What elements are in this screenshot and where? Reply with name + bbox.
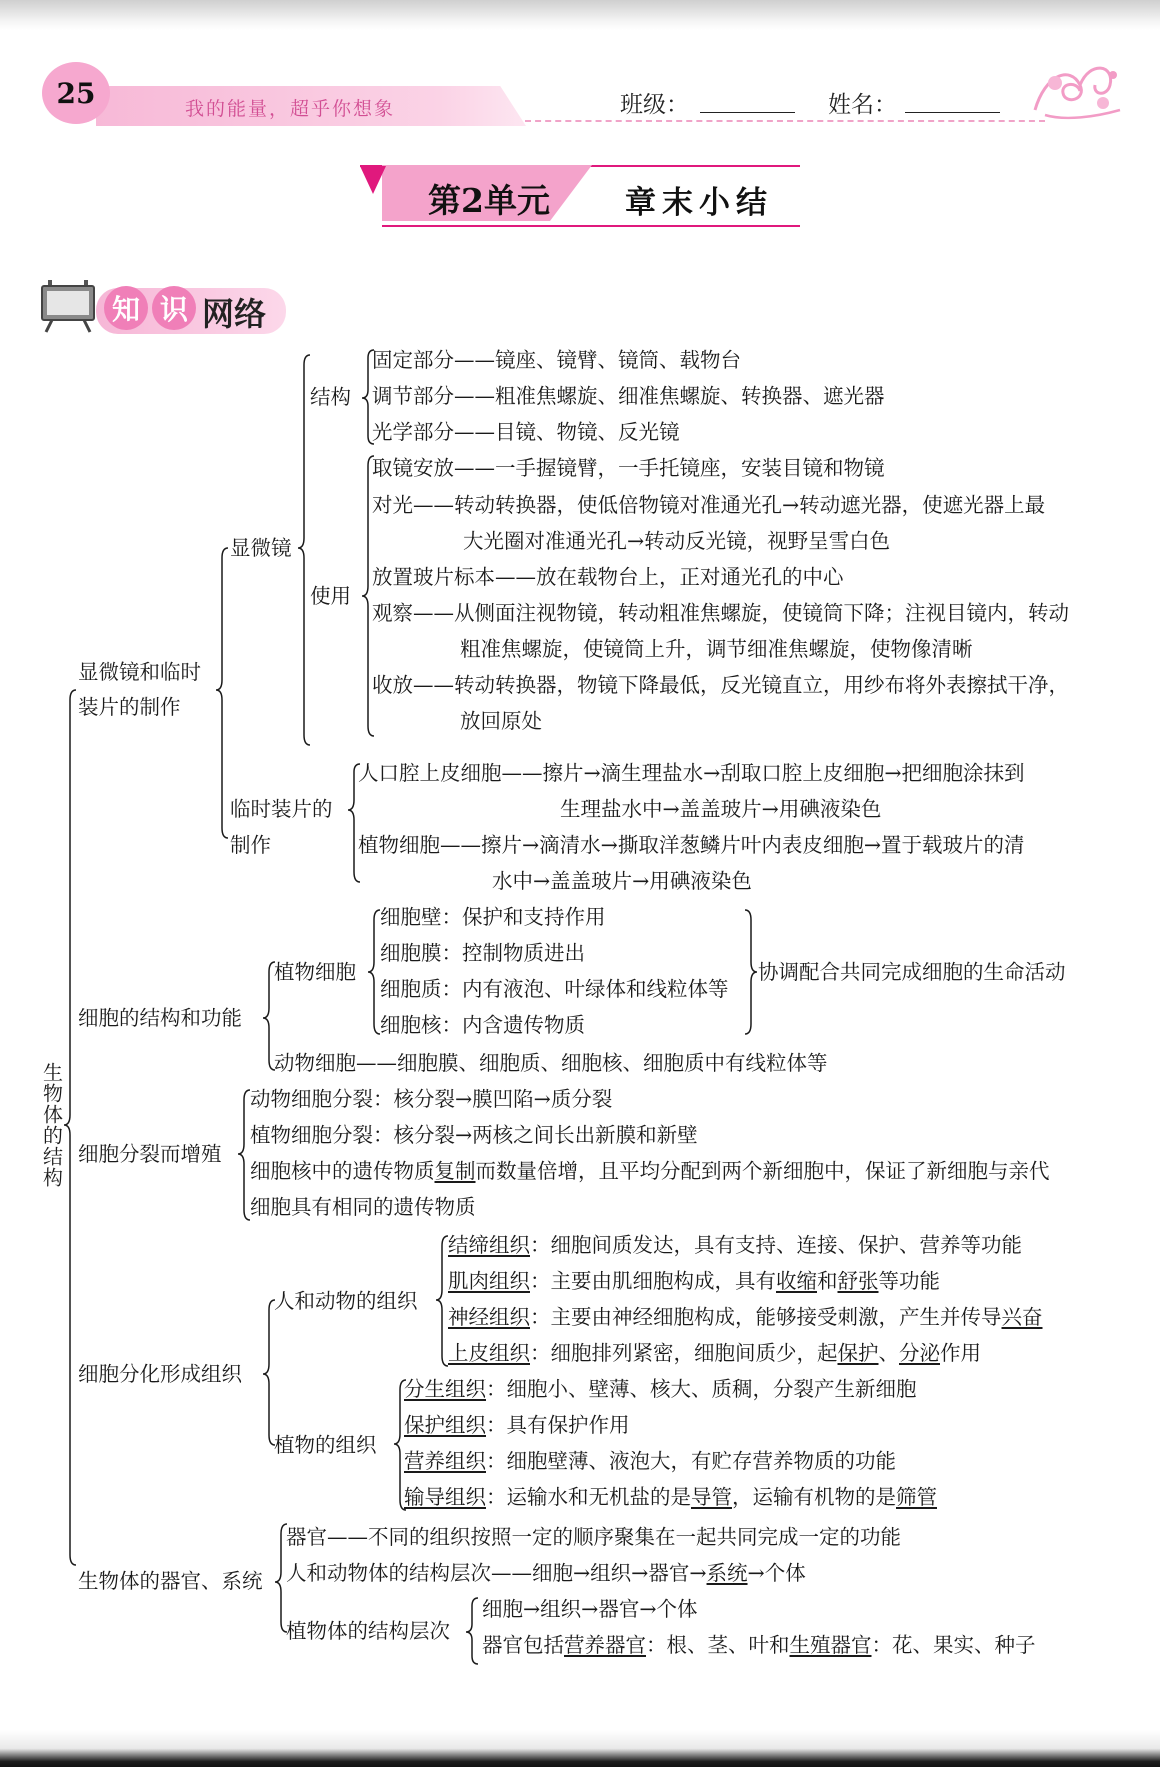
class-label: 班级： [620, 92, 689, 118]
structure-item: 光学部分——目镜、物镜、反光镜 [372, 420, 680, 444]
b3-line3-underlined: 复制 [434, 1159, 476, 1183]
tissue-desc: ，运输有机物的是 [732, 1485, 896, 1509]
plant-cell-label: 植物细胞 [274, 960, 356, 984]
tissue-desc: 和 [817, 1269, 838, 1293]
animal-levels-line [286, 1560, 806, 1586]
brace-b1 [216, 548, 228, 838]
tissue-desc: ：细胞小、壁薄、核大、质稠，分裂产生新细胞 [486, 1377, 917, 1401]
plant-tissue-item [404, 1484, 937, 1510]
tissue-key: 收缩 [776, 1269, 817, 1293]
tissue-term: 神经组织 [448, 1305, 530, 1329]
plant-organ-c: ：花、果实、种子 [871, 1633, 1036, 1657]
tissue-desc: 、 [878, 1341, 899, 1365]
organ-line: 器官——不同的组织按照一定的顺序聚集在一起共同完成一定的功能 [286, 1525, 901, 1549]
plant-cell-item: 细胞质：内有液泡、叶绿体和线粒体等 [380, 977, 729, 1001]
tree-root [40, 1062, 62, 1192]
use-line: 大光圈对准通光孔→转动反光镜，视野呈雪白色 [463, 529, 891, 553]
b4-label: 细胞分化形成组织 [78, 1362, 242, 1386]
tissue-desc: ：主要由神经细胞构成，能够接受刺激，产生并传导 [530, 1305, 1002, 1329]
tree-root-text: 生物体的结构 [39, 1062, 64, 1188]
plant-organ-b: ：根、茎、叶和 [646, 1633, 790, 1657]
tissue-desc: ：细胞排列紧密，细胞间质少，起 [530, 1341, 838, 1365]
plant-levels-line: 细胞→组织→器官→个体 [482, 1597, 698, 1621]
plant-organ-key: 生殖器官 [789, 1633, 872, 1657]
unit-name: 章末小结 [625, 185, 773, 221]
b3-line: 植物细胞分裂：核分裂→两核之间长出新膜和新壁 [250, 1123, 698, 1147]
tissue-desc: ：具有保护作用 [486, 1413, 630, 1437]
plant-levels-line [482, 1632, 1036, 1658]
plant-organ-a: 器官包括 [482, 1633, 564, 1657]
brace-plant-cell-merge [745, 910, 757, 1034]
section-circle-2: 识 [152, 286, 196, 330]
root-brace [64, 690, 76, 1565]
plant-cell-item: 细胞壁：保护和支持作用 [380, 905, 606, 929]
use-line: 放回原处 [460, 709, 542, 733]
use-line: 对光——转动转换器，使低倍物镜对准通光孔→转动遮光器，使遮光器上最 [372, 493, 1046, 517]
coordinate-text: 协调配合共同完成细胞的生命活动 [758, 960, 1066, 984]
tissue-term: 输导组织 [404, 1485, 486, 1509]
animal-tissue-item [448, 1340, 981, 1366]
tissue-term: 结缔组织 [448, 1233, 530, 1257]
tissue-key: 分泌 [899, 1341, 940, 1365]
brace-microscope [298, 355, 310, 745]
b3-line3-b: 而数量倍增，且平均分配到两个新细胞中，保证了新细胞与亲代 [475, 1159, 1050, 1183]
use-line: 粗准焦螺旋，使镜筒上升，调节细准焦螺旋，使物像清晰 [460, 637, 973, 661]
use-label: 使用 [310, 584, 351, 608]
page-number: 25 [42, 62, 110, 124]
tissue-term: 肌肉组织 [448, 1269, 530, 1293]
plant-levels-label: 植物体的结构层次 [286, 1619, 450, 1643]
tissue-term: 上皮组织 [448, 1341, 530, 1365]
use-line: 观察——从侧面注视物镜，转动粗准焦螺旋，使镜筒下降；注视目镜内，转动 [372, 601, 1069, 625]
slide-line: 水中→盖盖玻片→用碘液染色 [492, 869, 752, 893]
tissue-key: 舒张 [837, 1269, 879, 1293]
tissue-key: 兴奋 [1001, 1305, 1043, 1329]
slide-line: 生理盐水中→盖盖玻片→用碘液染色 [560, 797, 882, 821]
section-circle-1: 知 [104, 286, 148, 330]
plant-tissue-item [404, 1376, 917, 1402]
page-edge-bottom [0, 1730, 1160, 1767]
brace-plant-levels [466, 1598, 478, 1664]
tissue-desc: 作用 [940, 1341, 981, 1365]
structure-label: 结构 [310, 385, 351, 409]
slogan: 我的能量，超乎你想象 [185, 98, 396, 120]
tissue-key: 导管 [691, 1485, 732, 1509]
plant-cell-item: 细胞膜：控制物质进出 [380, 941, 585, 965]
tissue-desc: ：主要由肌细胞构成，具有 [530, 1269, 776, 1293]
tissue-key: 筛管 [896, 1485, 937, 1509]
tissue-term: 保护组织 [404, 1413, 486, 1437]
tissue-desc: ：细胞壁薄、液泡大，有贮存营养物质的功能 [486, 1449, 896, 1473]
b1-label-line1: 显微镜和临时 [78, 660, 201, 684]
slide-label-line1: 临时装片的 [230, 797, 333, 821]
tissue-desc: ：运输水和无机盐的是 [486, 1485, 691, 1509]
brace-b3 [238, 1090, 250, 1220]
tissue-desc: ：细胞间质发达，具有支持、连接、保护、营养等功能 [530, 1233, 1022, 1257]
animal-tissue-item [448, 1232, 1022, 1258]
use-line: 取镜安放——一手握镜臂，一手托镜座，安装目镜和物镜 [372, 456, 885, 480]
brace-b4 [263, 1300, 275, 1445]
plant-organ-key: 营养器官 [564, 1633, 646, 1657]
animal-cell-line: 动物细胞——细胞膜、细胞质、细胞核、细胞质中有线粒体等 [274, 1051, 828, 1075]
plant-cell-item: 细胞核：内含遗传物质 [380, 1013, 585, 1037]
animal-tissue-label: 人和动物的组织 [274, 1289, 418, 1313]
tissue-key: 保护 [837, 1341, 879, 1365]
tissue-term: 营养组织 [404, 1449, 486, 1473]
section-title: 网络 [202, 295, 267, 333]
unit-number: 第2单元 [428, 181, 550, 220]
b2-label: 细胞的结构和功能 [78, 1006, 242, 1030]
structure-item: 固定部分——镜座、镜臂、镜筒、载物台 [372, 348, 741, 372]
name-label: 姓名： [828, 92, 897, 118]
slide-line: 植物细胞——擦片→滴清水→撕取洋葱鳞片叶内表皮细胞→置于载玻片的清 [358, 833, 1025, 857]
b3-label: 细胞分裂而增殖 [78, 1142, 222, 1166]
b5-label: 生物体的器官、系统 [78, 1569, 263, 1593]
b3-line: 细胞具有相同的遗传物质 [250, 1195, 476, 1219]
tissue-term: 分生组织 [404, 1377, 486, 1401]
plant-tissue-item [404, 1412, 630, 1438]
animal-levels-b: →个体 [747, 1561, 806, 1585]
b3-line3-a: 细胞核中的遗传物质 [250, 1159, 435, 1183]
slide-label-line2: 制作 [230, 833, 271, 857]
brace-plant-cell [368, 910, 380, 1034]
plant-tissue-label: 植物的组织 [274, 1433, 377, 1457]
plant-tissue-item [404, 1448, 896, 1474]
use-line: 放置玻片标本——放在载物台上，正对通光孔的中心 [372, 565, 844, 589]
tissue-desc: 等功能 [878, 1269, 940, 1293]
structure-item: 调节部分——粗准焦螺旋、细准焦螺旋、转换器、遮光器 [372, 384, 885, 408]
microscope-label: 显微镜 [230, 536, 292, 560]
animal-tissue-item [448, 1268, 940, 1294]
animal-levels-key: 系统 [706, 1561, 748, 1585]
brace-animal-tissue [436, 1236, 448, 1366]
b3-line [250, 1158, 1050, 1184]
use-line: 收放——转动转换器，物镜下降最低，反光镜直立，用纱布将外表擦拭干净， [372, 673, 1069, 697]
b1-label-line2: 装片的制作 [78, 695, 181, 719]
b3-line: 动物细胞分裂：核分裂→膜凹陷→质分裂 [250, 1087, 613, 1111]
animal-tissue-item [448, 1304, 1043, 1330]
slide-line: 人口腔上皮细胞——擦片→滴生理盐水→刮取口腔上皮细胞→把细胞涂抹到 [358, 761, 1025, 785]
animal-levels-a: 人和动物体的结构层次——细胞→组织→器官→ [286, 1561, 707, 1585]
